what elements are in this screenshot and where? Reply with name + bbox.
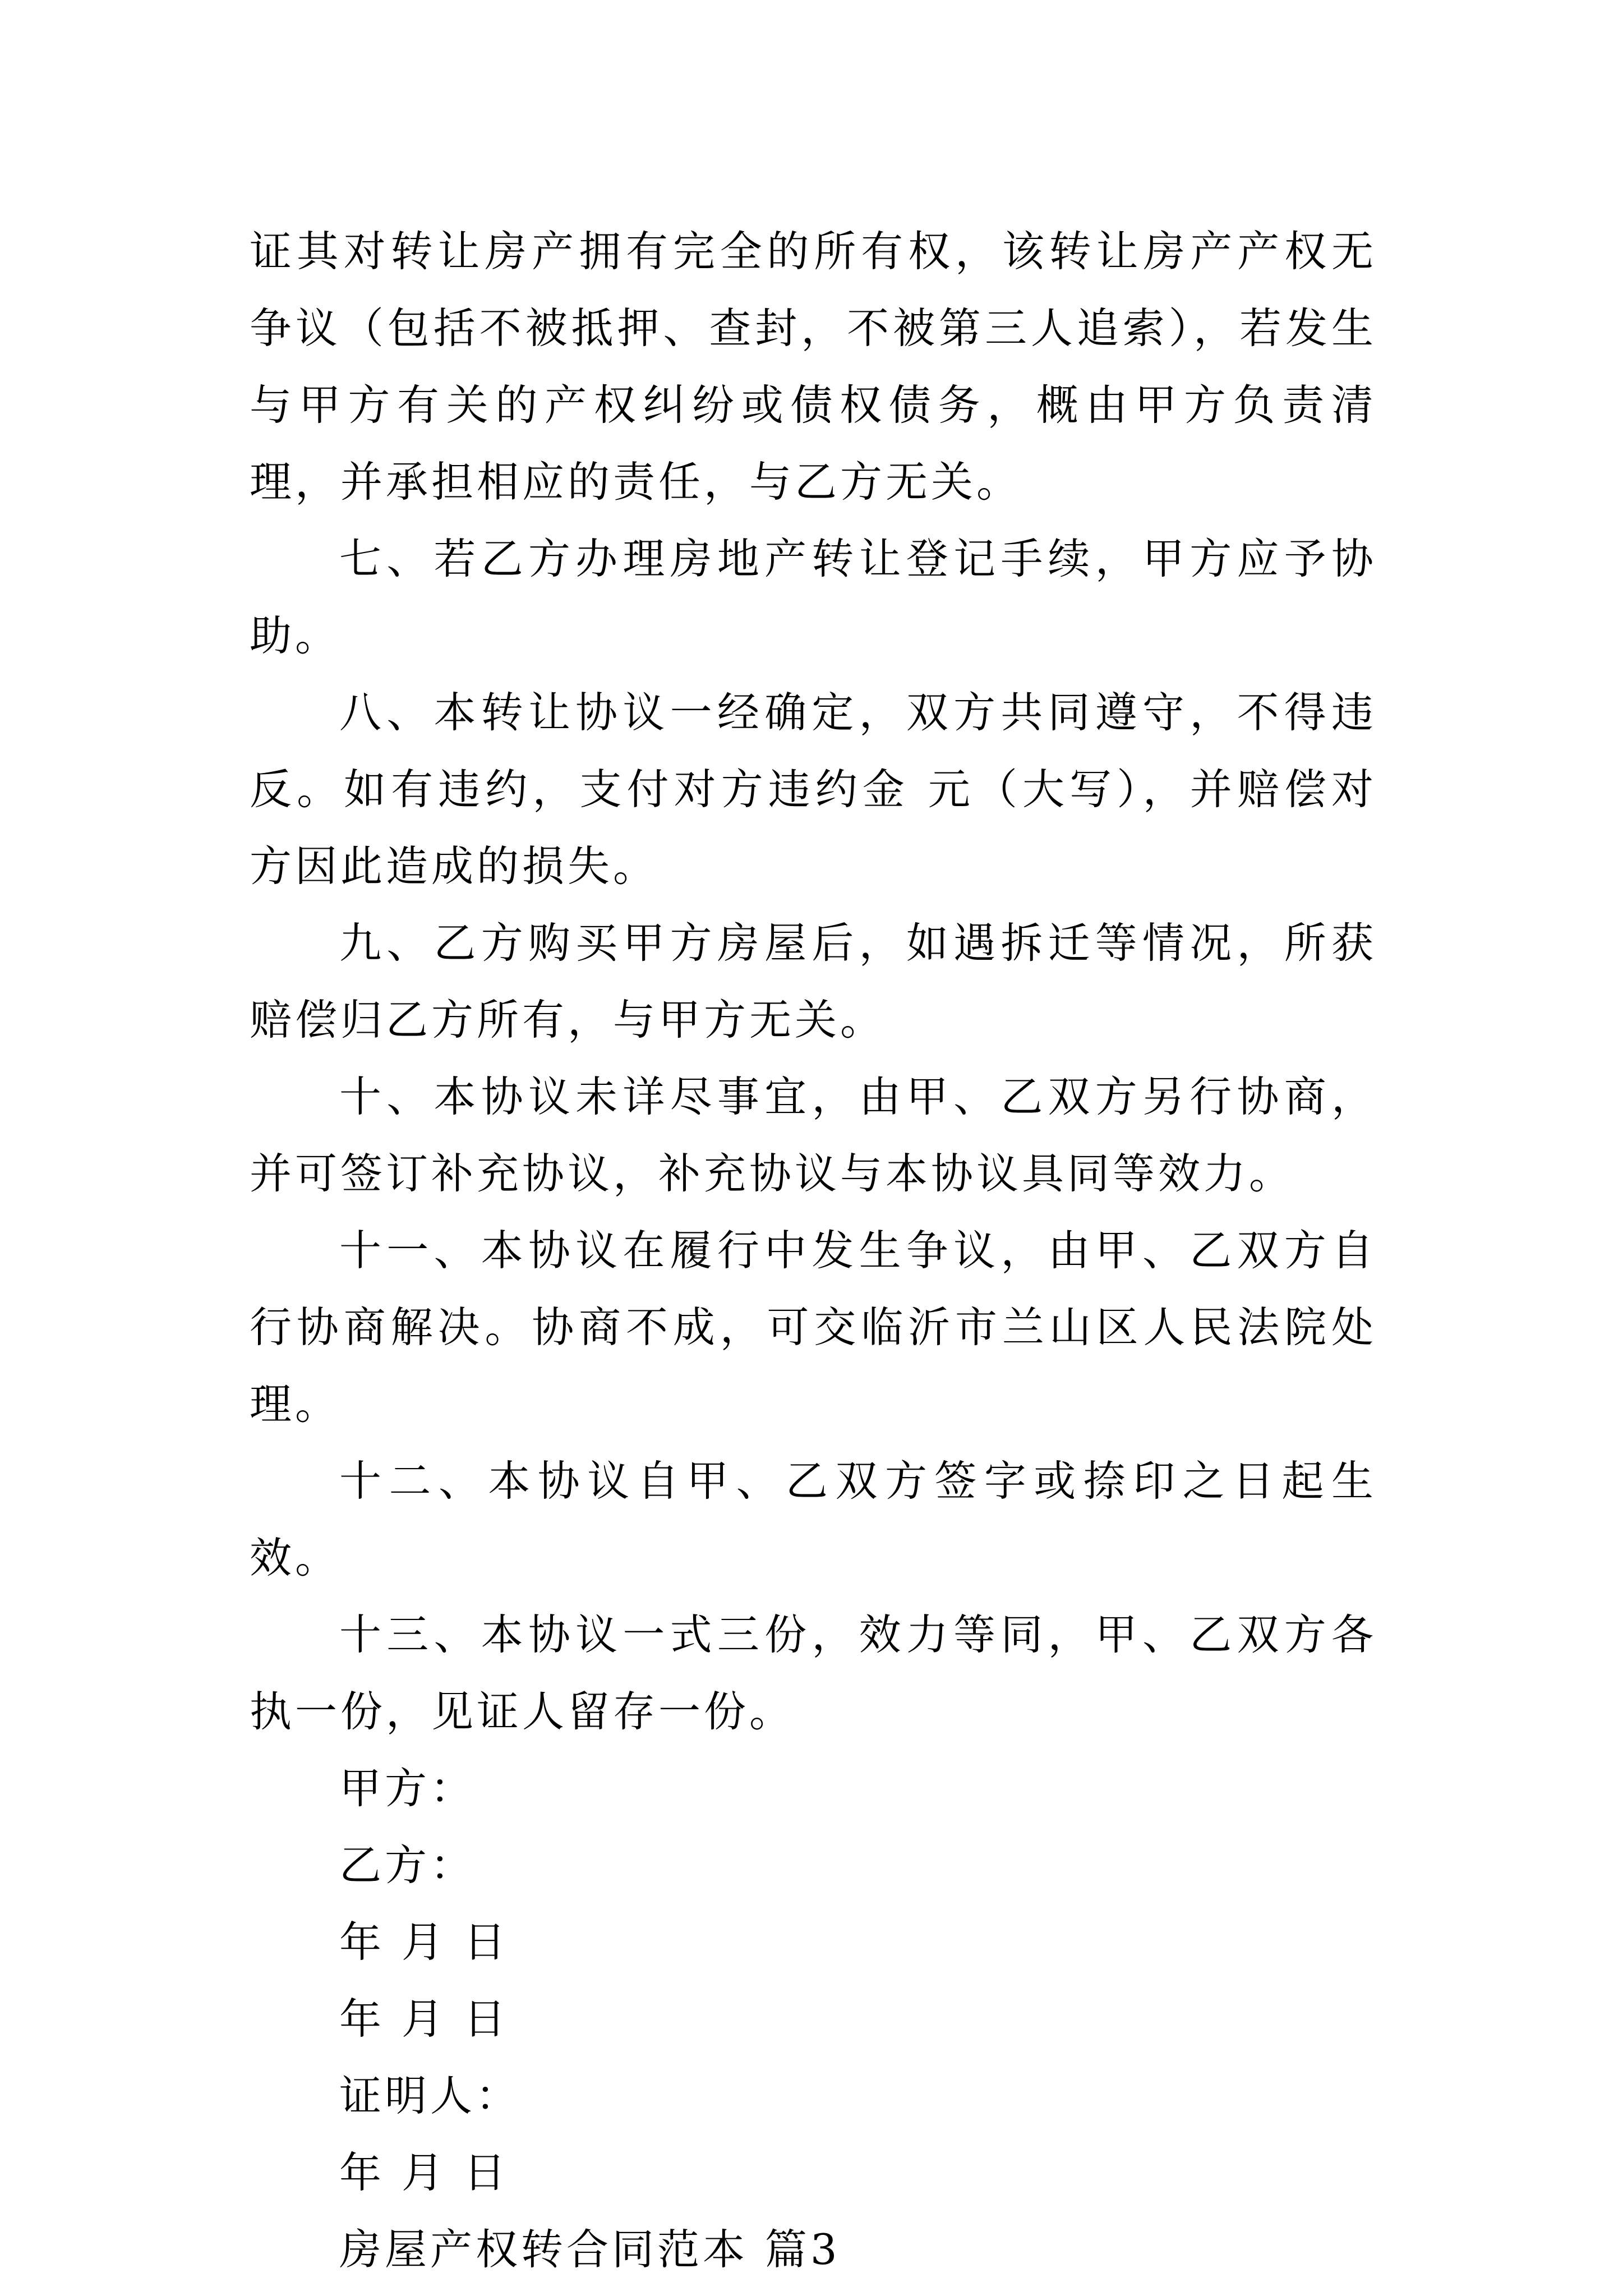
party-b-signature-line: 乙方：: [339, 1841, 476, 1890]
paragraph-clause-10: 十、本协议未详尽事宜，由甲、乙双方另行协商，并可签订补充协议，补充协议与本协议具同等效力。: [250, 1072, 1377, 1198]
paragraph-clause-11: 十一、本协议在履行中发生争议，由甲、乙双方自行协商解决。协商不成，可交临沂市兰山区人民法院处理。: [250, 1226, 1377, 1429]
party-a-signature-line: 甲方：: [339, 1764, 476, 1813]
paragraph-clause-9: 九、乙方购买甲方房屋后，如遇拆迁等情况，所获赔偿归乙方所有，与甲方无关。: [250, 918, 1377, 1045]
section-heading: 房屋产权转合同范本 篇3: [339, 2225, 841, 2274]
date-line-3: 年 月 日: [339, 2148, 509, 2197]
paragraph-clause-8: 八、本转让协议一经确定，双方共同遵守，不得违反。如有违约，支付对方违约金 元（大写），并赔偿对方因此造成的损失。: [250, 688, 1377, 891]
paragraph-clause-7: 七、若乙方办理房地产转让登记手续，甲方应予协助。: [250, 534, 1377, 660]
paragraph-continued-clause: 证其对转让房产拥有完全的所有权，该转让房产产权无争议（包括不被抵押、查封，不被第三人追索），若发生与甲方有关的产权纠纷或债权债务，概由甲方负责清理，并承担相应的责任，与乙方无关。: [250, 227, 1377, 507]
document-body: [250, 213, 1377, 2288]
witness-signature-line: 证明人：: [339, 2071, 522, 2120]
paragraph-clause-13: 十三、本协议一式三份，效力等同，甲、乙双方各执一份，见证人留存一份。: [250, 1610, 1377, 1736]
date-line-1: 年 月 日: [339, 1917, 509, 1967]
date-line-2: 年 月 日: [339, 1994, 509, 2044]
paragraph-clause-12: 十二、本协议自甲、乙双方签字或捺印之日起生效。: [250, 1456, 1377, 1582]
